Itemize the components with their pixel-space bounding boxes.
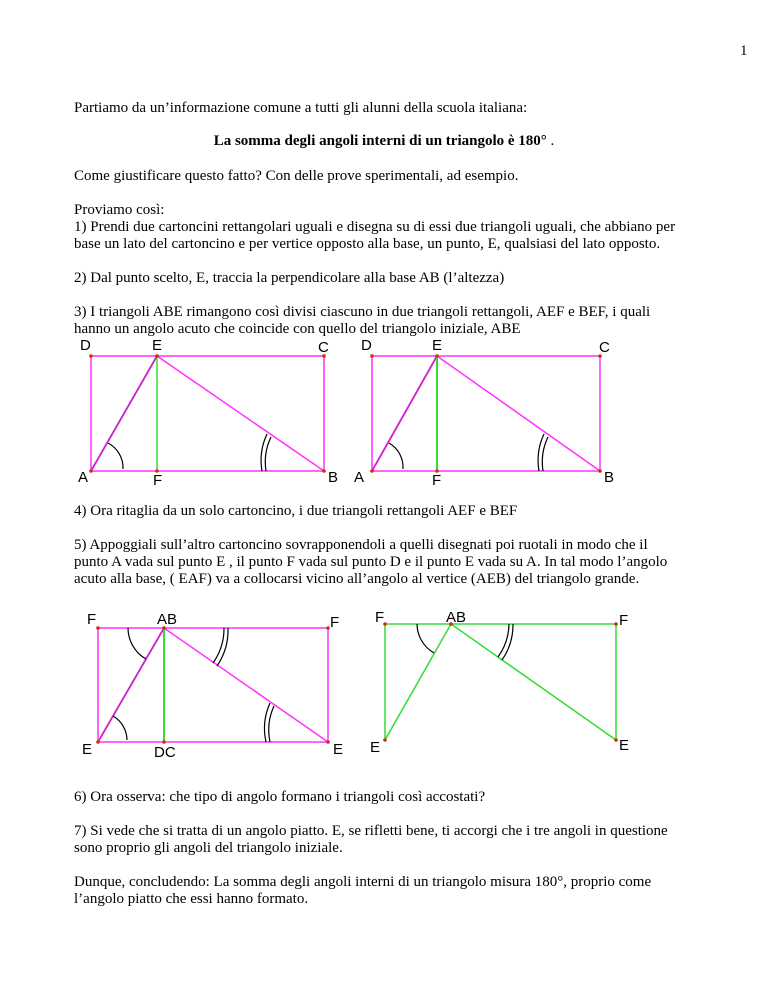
- angle-arc-top-right-outer: [217, 628, 228, 666]
- side-eb: [157, 356, 324, 471]
- label-e-right: E: [333, 741, 344, 758]
- figure-1: [0, 336, 768, 496]
- point-b: [598, 469, 602, 473]
- step6-text: 6) Ora osserva: che tipo di angolo formano i triangoli così accostati?: [74, 789, 486, 805]
- side-left-dark: [98, 628, 164, 742]
- point-bottom-left: [383, 738, 387, 742]
- label-e: E: [432, 337, 443, 354]
- side-eb: [437, 356, 600, 471]
- label-a: A: [354, 469, 365, 486]
- step5-line3: acuto alla base, ( EAF) va a collocarsi vicino all’angolo al vertice (AEB) del triangolo grande.: [74, 571, 640, 587]
- step7-line2: sono proprio gli angoli del triangolo iniziale.: [74, 840, 343, 856]
- label-f-left: F: [87, 611, 97, 628]
- figure-1-right: [354, 337, 614, 489]
- point-bottom-right: [326, 740, 330, 744]
- angle-arc-bottom-left: [113, 716, 127, 740]
- conclusion-line2: l’angolo piatto che essi hanno formato.: [74, 891, 309, 907]
- side-left: [385, 624, 451, 740]
- point-d: [89, 354, 93, 358]
- label-b: B: [328, 469, 339, 486]
- step2-text: 2) Dal punto scelto, E, traccia la perpendicolare alla base AB (l’altezza): [74, 270, 505, 286]
- label-f-right: F: [619, 612, 629, 629]
- point-d: [370, 354, 374, 358]
- figure-2-right: [370, 609, 629, 756]
- angle-arc-top-left: [128, 628, 146, 659]
- side-ae-dark: [91, 356, 157, 471]
- label-e-left: E: [82, 741, 93, 758]
- label-d: D: [361, 337, 372, 354]
- point-e: [155, 354, 159, 358]
- proviamo-text: Proviamo così:: [74, 202, 165, 218]
- label-f: F: [432, 472, 442, 489]
- angle-arc-left: [417, 624, 434, 653]
- label-e-right: E: [619, 737, 630, 754]
- label-e-left: E: [370, 739, 381, 756]
- label-d: D: [80, 337, 91, 354]
- point-a: [370, 469, 374, 473]
- figure-1-left: [78, 337, 338, 489]
- conclusion-line1: Dunque, concludendo: La somma degli angoli interni di un triangolo misura 180°, proprio come: [74, 874, 652, 890]
- label-dc: DC: [154, 744, 176, 761]
- theorem-bold: La somma degli angoli interni di un triangolo è 180°: [213, 133, 547, 149]
- point-a: [89, 469, 93, 473]
- step5-line2: punto A vada sul punto E , il punto F vada sul punto D e il punto E vada su A. In tal modo l’angolo: [74, 554, 668, 570]
- label-c: C: [318, 339, 329, 356]
- point-top-right: [614, 622, 618, 626]
- step3-line2: hanno un angolo acuto che coincide con quello del triangolo iniziale, ABE: [74, 321, 521, 337]
- step5-line1: 5) Appoggiali sull’altro cartoncino sovrapponendoli a quelli disegnati poi ruotali in modo che il: [74, 537, 648, 553]
- angle-arc-b-inner: [265, 437, 271, 471]
- point-e: [435, 354, 439, 358]
- point-b: [322, 469, 326, 473]
- angle-arc-a: [389, 443, 403, 469]
- label-f-left: F: [375, 609, 385, 626]
- angle-arc-a: [108, 443, 123, 469]
- step4-text: 4) Ora ritaglia da un solo cartoncino, i due triangoli rettangoli AEF e BEF: [74, 503, 518, 519]
- step3-line1: 3) I triangoli ABE rimangono così divisi ciascuno in due triangoli rettangoli, AEF e BEF, i quali: [74, 304, 651, 320]
- angle-arc-b-inner: [542, 437, 548, 471]
- label-c: C: [599, 339, 610, 356]
- figure-2: [0, 608, 768, 768]
- label-b: B: [604, 469, 615, 486]
- step1-line2: base un lato del cartoncino e per vertice opposto alla base, un punto, E, qualsiasi del lato opposto.: [74, 236, 661, 252]
- theorem-statement: [0, 132, 768, 150]
- label-e: E: [152, 337, 163, 354]
- label-f-right: F: [330, 614, 340, 631]
- label-ab: AB: [446, 609, 467, 626]
- theorem-tail: .: [546, 133, 555, 149]
- page-number: 1: [740, 43, 748, 59]
- figure-2-left: [82, 611, 343, 761]
- angle-arc-bottom-right-inner: [269, 706, 274, 742]
- point-top-left: [96, 626, 100, 630]
- intro-text: Partiamo da un’informazione comune a tutti gli alunni della scuola italiana:: [74, 100, 528, 116]
- side-ae-dark: [372, 356, 437, 471]
- side-right: [451, 624, 616, 740]
- label-ab: AB: [157, 611, 178, 628]
- step1-line1: 1) Prendi due cartoncini rettangolari uguali e disegna su di essi due triangoli uguali, che abbiano per: [74, 219, 676, 235]
- side-right: [164, 628, 328, 742]
- label-a: A: [78, 469, 89, 486]
- angle-arc-right-outer: [502, 624, 513, 660]
- question-text: Come giustificare questo fatto? Con delle prove sperimentali, ad esempio.: [74, 168, 519, 184]
- label-f: F: [153, 472, 163, 489]
- point-bottom-right: [614, 738, 618, 742]
- point-bottom-left: [96, 740, 100, 744]
- step7-line1: 7) Si vede che si tratta di un angolo piatto. E, se rifletti bene, ti accorgi che i tre angoli in questione: [74, 823, 668, 839]
